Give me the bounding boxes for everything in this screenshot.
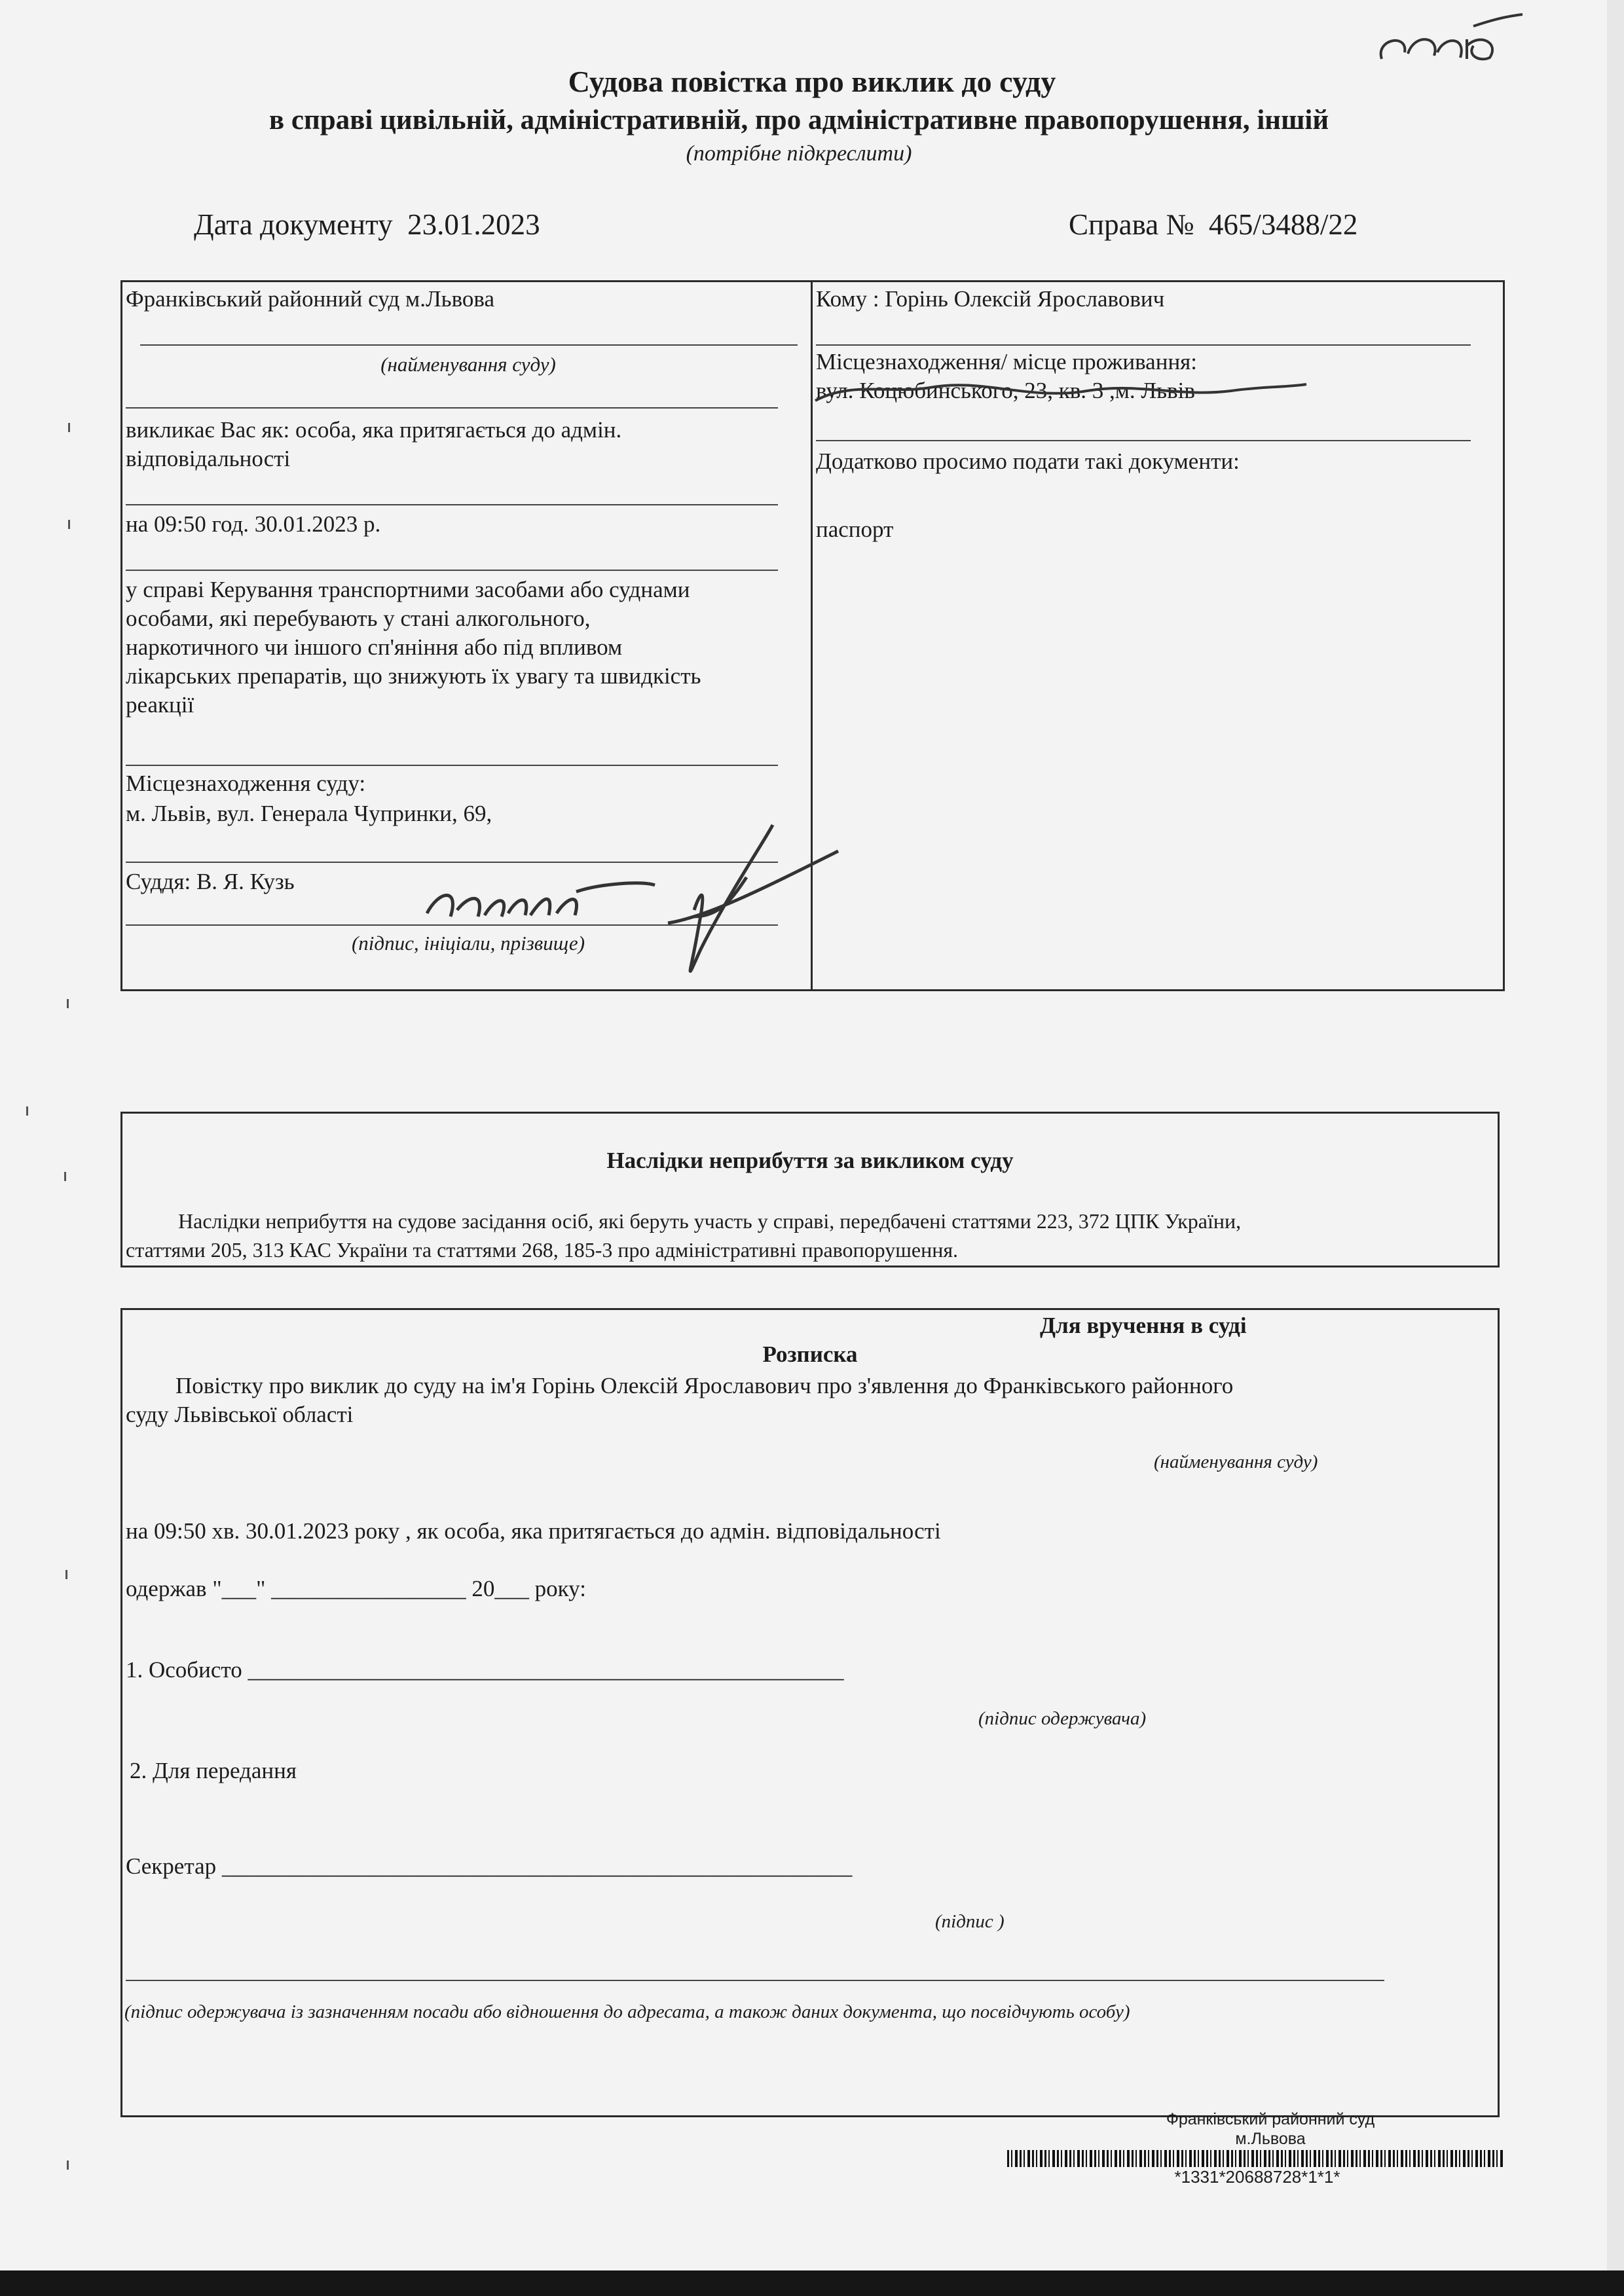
case-number-label: Справа № (1069, 208, 1194, 241)
receipt-line1: Повістку про виклик до суду на ім'я Горінь Олексій Ярославович про з'явлення до Франківського районного (175, 1373, 1234, 1398)
document-title: Судова повістка про виклик до суду (568, 65, 1056, 98)
document-date (194, 207, 540, 242)
footer-court-line1: Франківський районний суд (1166, 2110, 1375, 2128)
scan-edge (1607, 0, 1624, 2296)
document-date-value: 23.01.2023 (407, 208, 540, 241)
case-subject-line-5: реакції (126, 692, 194, 718)
footer-court-line2: м.Львова (1235, 2130, 1306, 2148)
judge-name: Суддя: В. Я. Кузь (126, 869, 295, 894)
scan-bottom-edge (0, 2270, 1624, 2296)
extra-docs-label: Додатково просимо подати такі документи: (816, 448, 1240, 474)
receipt-court-caption: (найменування суду) (1154, 1451, 1318, 1472)
receipt-line2: суду Львівської області (126, 1402, 354, 1427)
scan-speck (26, 1106, 28, 1116)
extra-docs: паспорт (816, 517, 894, 542)
case-subject-line-2: особами, які перебувають у стані алкогольного, (126, 606, 591, 631)
receipt-bottom-caption: (підпис одержувача із зазначенням посади або відношення до адресата, а також даних документа, що посвідчують особу) (124, 2001, 1130, 2022)
summons-as-line1: викликає Вас як: особа, яка притягається до адмін. (126, 417, 622, 443)
judge-signature (419, 818, 851, 995)
recipient-signature-caption: (підпис одержувача) (978, 1708, 1147, 1729)
scan-speck (67, 999, 69, 1008)
scan-speck (65, 1570, 67, 1579)
consequences-line1: Наслідки неприбуття на судове засідання осіб, які беруть участь у справі, передбачені статтями 223, 372 ЦПК України, (178, 1209, 1242, 1233)
court-name-caption: (найменування суду) (380, 353, 556, 376)
received-date-line: одержав "___" _________________ 20___ року: (126, 1576, 586, 1601)
address: вул. Коцюбинського, 23, кв. 3 ,м. Львів (816, 378, 1195, 403)
document-date-label: Дата документу (194, 208, 393, 241)
receipt-box (120, 1308, 1500, 2117)
receipt-time-line: на 09:50 хв. 30.01.2023 року , як особа, яка притягається до адмін. відповідальності (126, 1518, 941, 1544)
case-subject-line-1: у справі Керування транспортними засобами або суднами (126, 577, 690, 602)
summons-as-line2: відповідальності (126, 446, 291, 471)
barcode (1007, 2150, 1505, 2167)
for-transfer-line: 2. Для передання (130, 1758, 297, 1783)
barcode-text: *1331*20688728*1*1* (1174, 2167, 1340, 2187)
scan-speck (67, 2160, 69, 2170)
address-label: Місцезнаходження/ місце проживання: (816, 349, 1197, 374)
personally-line: 1. Особисто ____________________________________________________ (126, 1657, 844, 1683)
case-number (1069, 207, 1357, 242)
consequences-line2: статтями 205, 313 КАС України та статтями 268, 185-3 про адміністративні правопорушення. (126, 1238, 959, 1262)
secretary-signature-caption: (підпис ) (935, 1911, 1005, 1932)
recipient: Кому : Горінь Олексій Ярославович (816, 286, 1165, 312)
secretary-line: Секретар _______________________________________________________ (126, 1853, 853, 1879)
receipt-title: Розписка (762, 1341, 858, 1367)
court-location-label: Місцезнаходження суду: (126, 771, 366, 796)
scan-speck (64, 1172, 66, 1181)
case-number-value: 465/3488/22 (1208, 208, 1358, 241)
court-name: Франківський районний суд м.Львова (126, 286, 495, 312)
scan-speck (68, 520, 70, 529)
hearing-time: на 09:50 год. 30.01.2023 р. (126, 511, 381, 537)
scan-speck (68, 423, 70, 432)
document-subtitle: в справі цивільній, адміністративній, про адміністративне правопорушення, іншій (268, 105, 1329, 136)
document-note: (потрібне підкреслити) (686, 141, 912, 166)
for-court-delivery: Для вручення в суді (1040, 1313, 1247, 1338)
case-subject-line-3: наркотичного чи іншого сп'яніння або під впливом (126, 634, 623, 660)
consequences-title: Наслідки неприбуття за викликом суду (606, 1148, 1014, 1173)
court-location: м. Львів, вул. Генерала Чупринки, 69, (126, 801, 492, 826)
address-strikethrough (812, 374, 1310, 414)
case-subject-line-4: лікарських препаратів, що знижують їх увагу та швидкість (126, 663, 701, 689)
judge-caption: (підпис, ініціали, прізвище) (351, 932, 585, 955)
